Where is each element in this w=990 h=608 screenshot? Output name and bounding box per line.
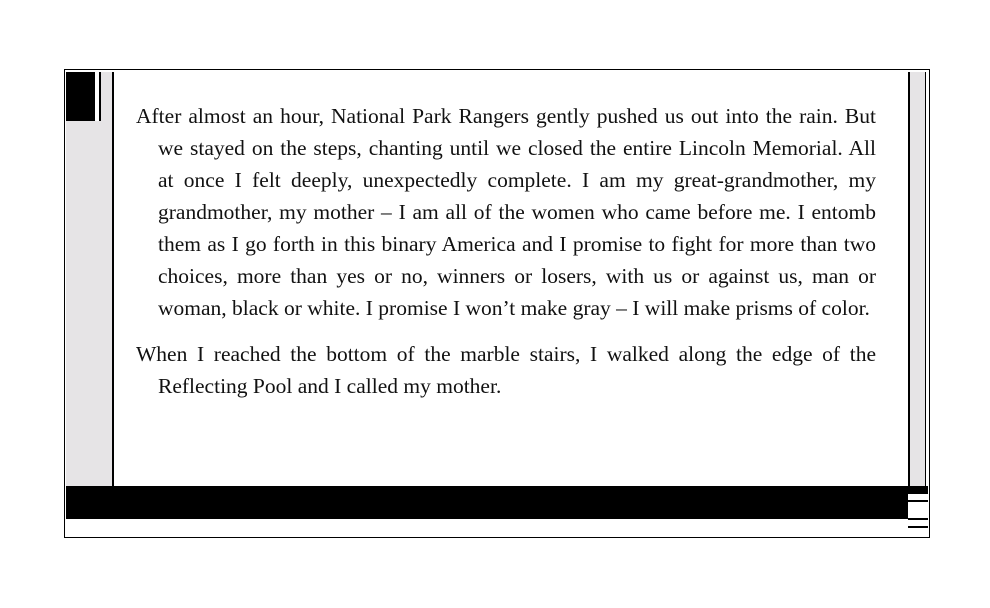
paragraph-2: When I reached the bottom of the marble stairs, I walked along the edge of the Reflecting Pool and I called my mother. xyxy=(136,342,876,398)
right-margin-bar xyxy=(908,72,926,486)
bottom-right-lines xyxy=(908,500,928,536)
corner-notch xyxy=(95,72,101,121)
corner-block xyxy=(66,72,95,121)
paragraph-1: After almost an hour, National Park Rangers gently pushed us out into the rain. But we stayed on the steps, chanting until we closed the entire Lincoln Memorial. All at once I felt deeply, unexpectedly complete. I am my great-grandmother, my grandmother, my mother – I am all of the women who came before me. I entomb them as I go forth in this binary America and I promise to fight for more than two choices, more than yes or no, winners or losers, with us or against us, man or woman, black or white. I promise I won’t make gray – I will make prisms of color. xyxy=(136,104,876,320)
bottom-strip xyxy=(66,518,908,537)
bottom-black-bar xyxy=(66,486,908,518)
left-margin-bar xyxy=(66,72,114,486)
bottom-bar-corner xyxy=(908,486,928,496)
text-body xyxy=(136,100,876,416)
